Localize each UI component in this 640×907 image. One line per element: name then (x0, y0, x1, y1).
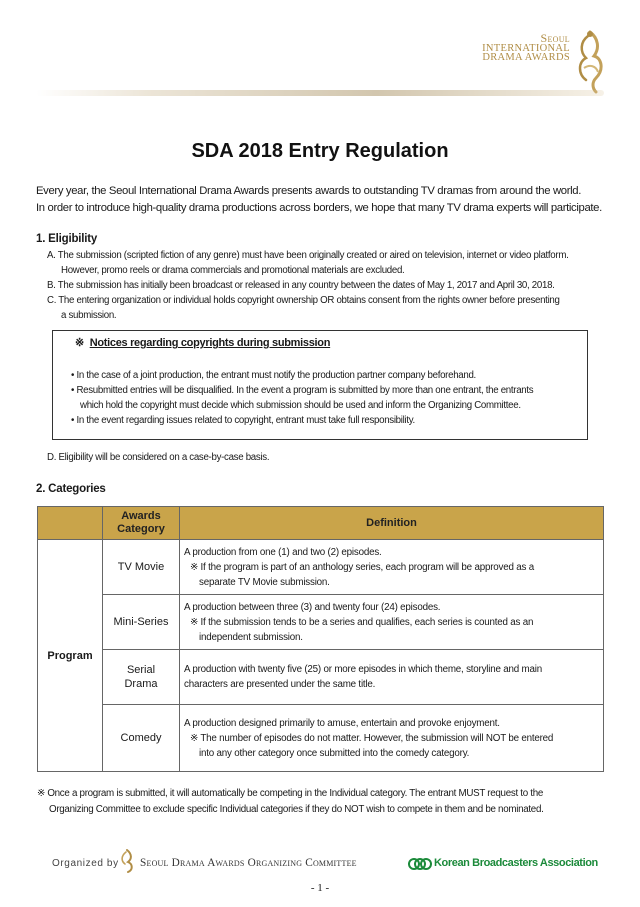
notice-item-1: • In the case of a joint production, the entrant must notify the production partner company beforehand. (71, 370, 476, 381)
notice-item-3: • In the event regarding issues related to copyright, entrant must take full responsibility. (71, 415, 415, 426)
definition-line-2: characters are presented under the same title. (184, 679, 376, 690)
logo-line-1: Seoul (540, 31, 570, 45)
table-row (38, 650, 604, 705)
definition-line: A production from one (1) and two (2) episodes. (184, 546, 382, 558)
definition-line: A production designed primarily to amuse, entertain and provoke enjoyment. (184, 717, 500, 729)
copyright-notice-box (52, 330, 588, 440)
reference-mark-icon: ※ (75, 337, 84, 349)
phoenix-emblem-icon (570, 28, 610, 94)
category-cell (103, 595, 180, 650)
notice-item-2-line-1: • Resubmitted entries will be disqualified. In the event a program is submitted by more than one entrant, the entrants (71, 385, 534, 396)
phoenix-small-icon (118, 848, 136, 874)
table-row (38, 540, 604, 595)
definition-note: ※ The number of episodes do not matter. However, the submission will NOT be entered (190, 732, 554, 744)
eligibility-heading: 1. Eligibility (36, 233, 98, 245)
table-row (38, 595, 604, 650)
categories-heading: 2. Categories (36, 483, 106, 495)
category-name-line-2: Drama (124, 678, 158, 690)
category-name: Mini-Series (113, 616, 169, 628)
header-awards-line-1: Awards (121, 510, 161, 522)
page-title: SDA 2018 Entry Regulation (191, 140, 449, 162)
definition-note: ※ If the submission tends to be a series and qualifies, each series is counted as an (190, 616, 534, 628)
intro-line-1: Every year, the Seoul International Drama Awards presents awards to outstanding TV dramas from around the world. (36, 185, 581, 197)
logo-line-2: INTERNATIONAL (482, 42, 570, 54)
footnote-line-1: ※ Once a program is submitted, it will automatically be competing in the Individual category. The entrant MUST request to the (37, 788, 543, 799)
individual-category-footnote (37, 786, 607, 818)
category-cell (103, 650, 180, 705)
header-divider (36, 90, 604, 96)
sda-logo (478, 28, 608, 94)
header-definition: Definition (180, 507, 604, 540)
definition-cell (180, 705, 604, 772)
categories-table (37, 506, 604, 772)
program-group-cell: Program (38, 540, 103, 772)
page-number: - 1 - (310, 882, 330, 894)
kba-name: Korean Broadcasters Association (434, 857, 598, 869)
eligibility-a-line-1: A. The submission (scripted fiction of any genre) must have been originally created or aired on television, internet or video platform. (47, 250, 569, 261)
organized-by-label: Organized by (52, 858, 119, 869)
definition-cell (180, 650, 604, 705)
notice-item-2-line-2: which hold the copyright must decide which submission should be used and inform the Organizing Committee. (80, 400, 521, 411)
definition-note-cont: into any other category once submitted into the comedy category. (199, 747, 470, 759)
category-cell (103, 705, 180, 772)
notice-title (75, 336, 330, 349)
definition-cell (180, 540, 604, 595)
footnote-line-2: Organizing Committee to exclude specific Individual categories if they do NOT wish to compete in them and be nominated. (49, 804, 544, 815)
category-name: Comedy (120, 732, 162, 744)
definition-line: A production between three (3) and twenty four (24) episodes. (184, 601, 441, 613)
header-awards-category (103, 507, 180, 540)
definition-line: A production with twenty five (25) or more episodes in which theme, storyline and main (184, 664, 542, 675)
intro-line-2: In order to introduce high-quality drama productions across borders, we hope that many TV drama experts will participate. (36, 202, 602, 214)
category-name-line-1: Serial (126, 664, 156, 676)
eligibility-d: D. Eligibility will be considered on a case-by-case basis. (47, 452, 270, 463)
intro-paragraph (36, 183, 608, 217)
header-awards-line-2: Category (117, 523, 165, 535)
eligibility-c-line-2: a submission. (61, 310, 117, 321)
definition-note-cont: separate TV Movie submission. (199, 576, 330, 588)
notice-title-text: Notices regarding copyrights during submission (89, 337, 331, 349)
definition-note-cont: independent submission. (199, 631, 303, 643)
header-blank-cell (38, 507, 103, 540)
table-header-row (38, 507, 604, 540)
category-name: TV Movie (117, 561, 165, 573)
eligibility-a-line-2: However, promo reels or drama commercials and promotional materials are excluded. (61, 265, 405, 276)
eligibility-b: B. The submission has initially been broadcast or released in any country between the dates of May 1, 2017 and April 30, 2018. (47, 280, 555, 291)
logo-line-3: DRAMA AWARDS (482, 52, 570, 63)
category-cell (103, 540, 180, 595)
kba-logo-icon (408, 856, 432, 872)
eligibility-c-line-1: C. The entering organization or individual holds copyright ownership OR obtains consent from the rights owner before presenting (47, 295, 560, 306)
sda-logo-text (478, 31, 570, 63)
definition-note: ※ If the program is part of an anthology series, each program will be approved as a (190, 561, 534, 573)
organizer-name: Seoul Drama Awards Organizing Committee (140, 857, 357, 869)
definition-cell (180, 595, 604, 650)
table-row (38, 705, 604, 772)
